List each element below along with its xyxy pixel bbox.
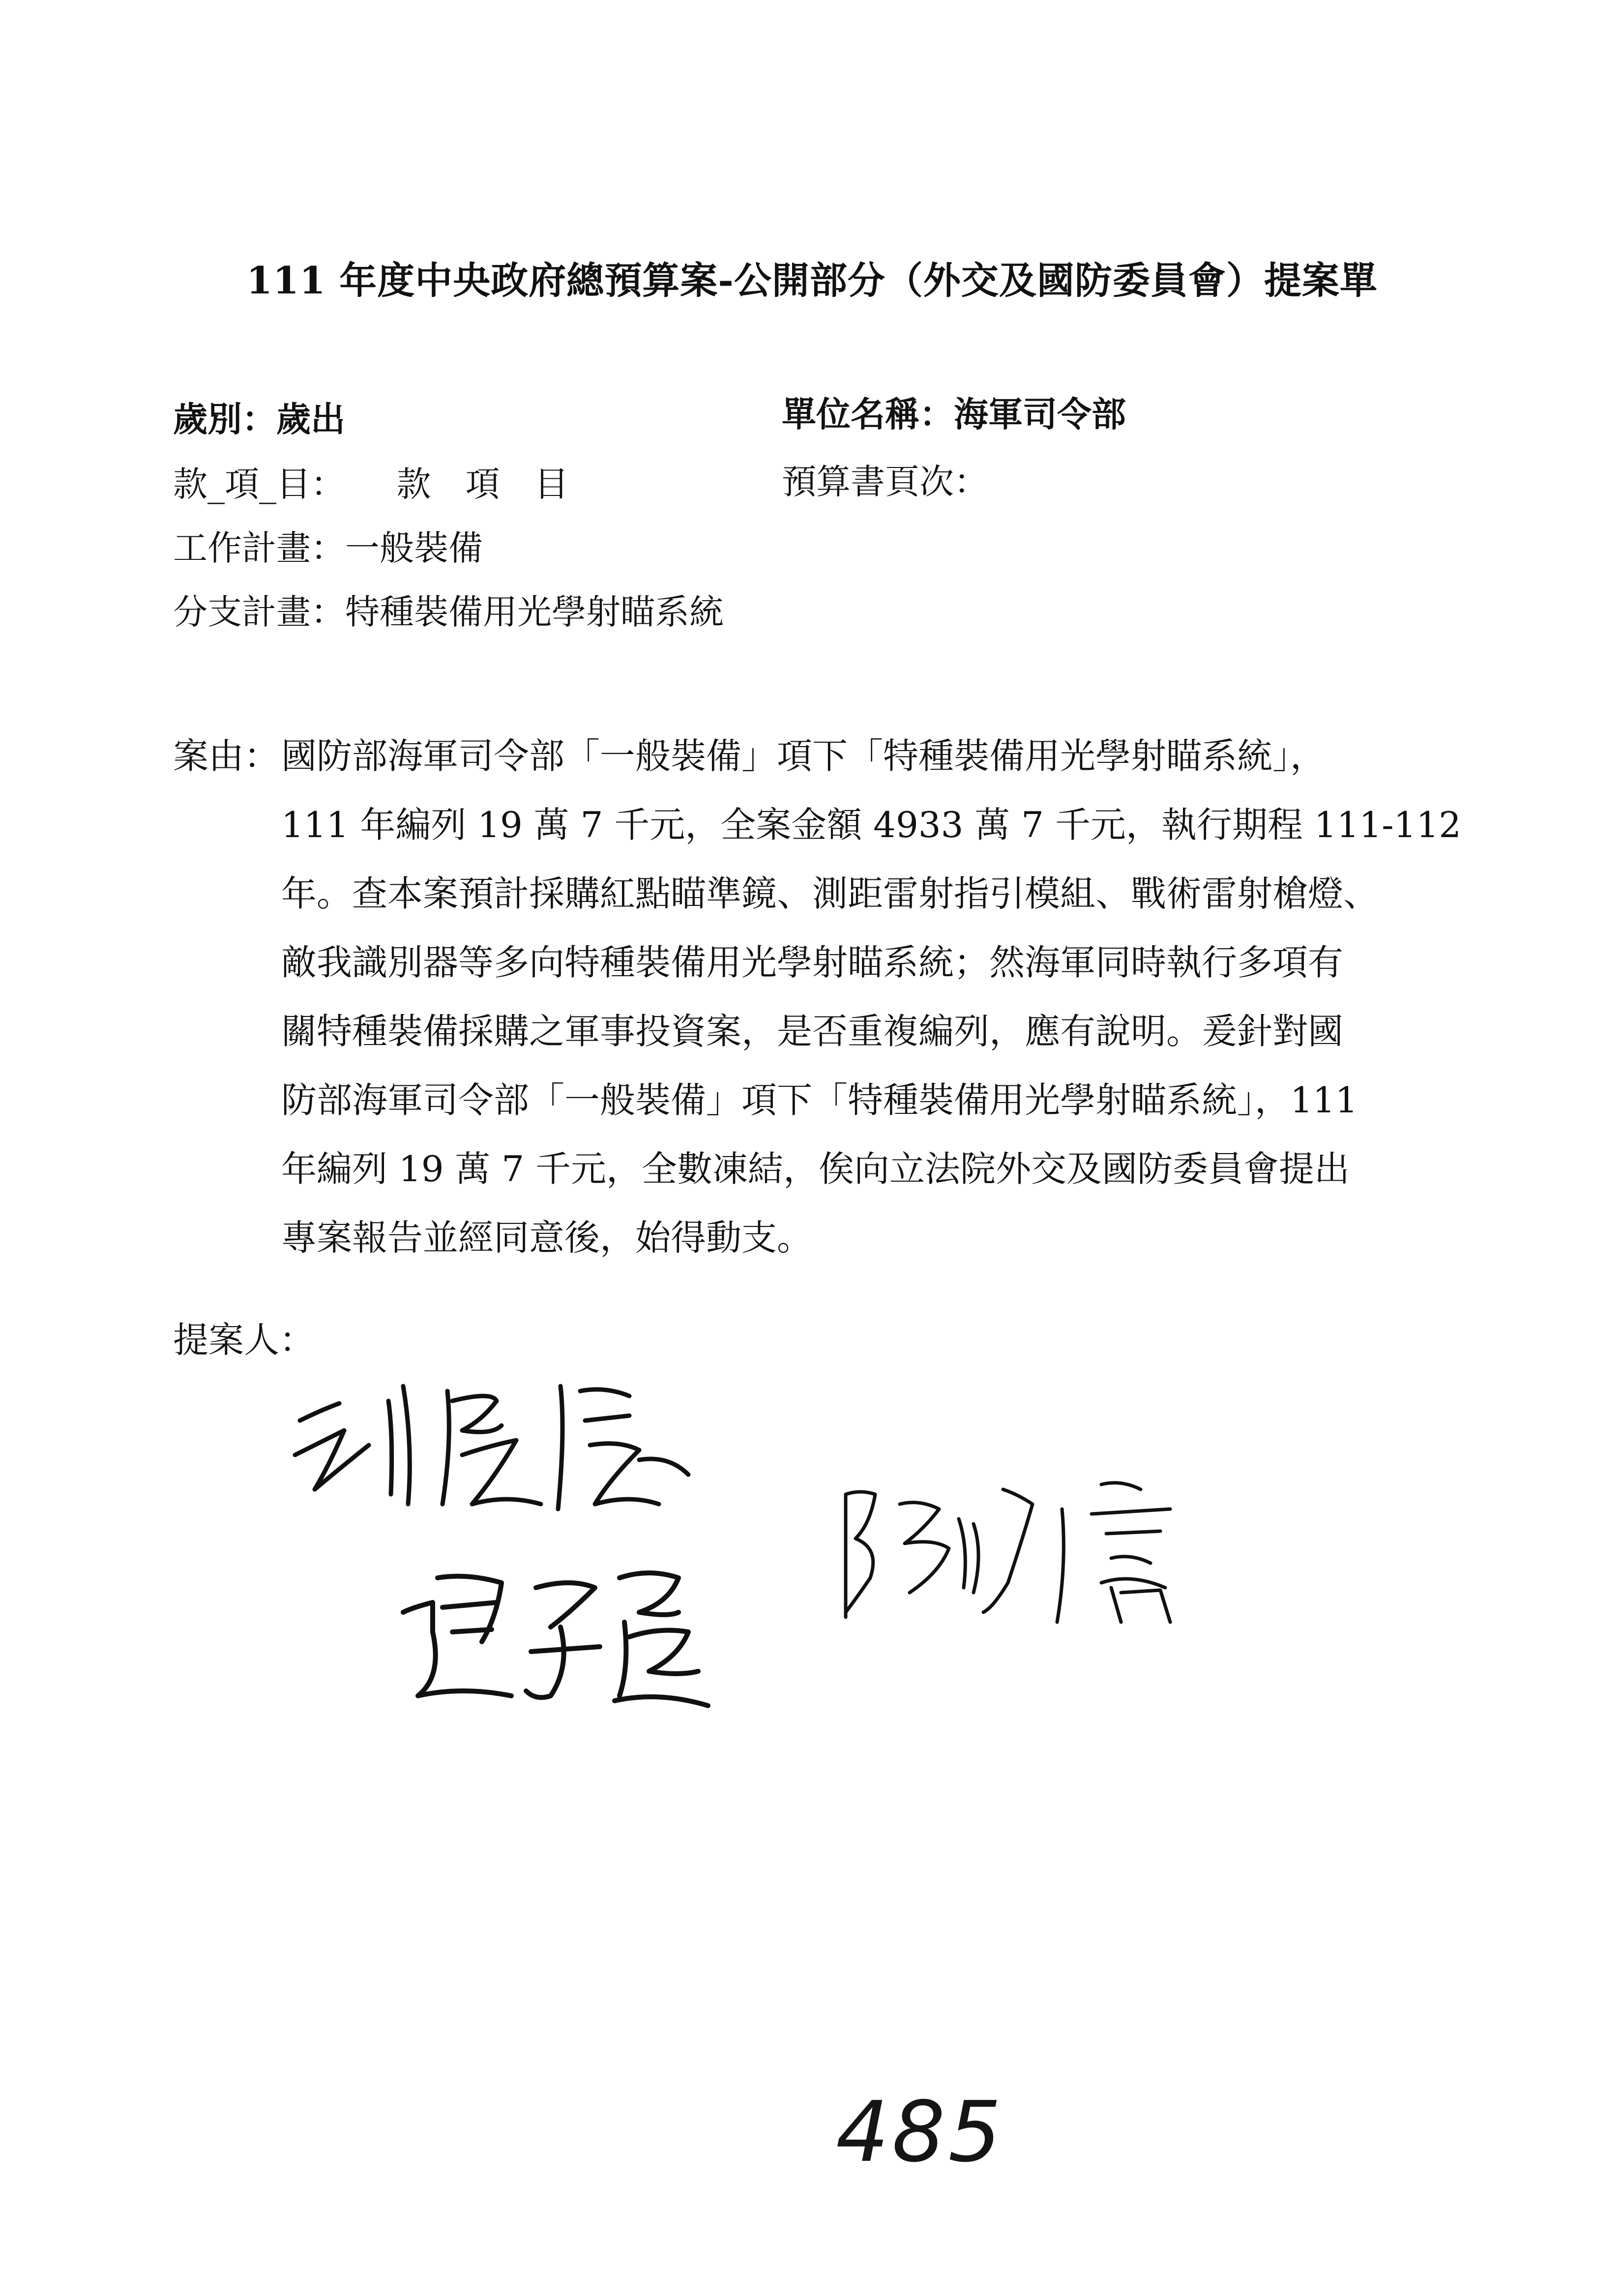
category-value: 歲出	[276, 399, 345, 439]
case-line: 111 年編列 19 萬 7 千元，全案金額 4933 萬 7 千元，執行期程 111-112	[281, 804, 1461, 845]
page-field	[782, 462, 988, 502]
unit-value: 海軍司令部	[954, 394, 1126, 435]
sub-plan-label: 分支計畫：	[173, 592, 345, 632]
case-line: 年。查本案預計採購紅點瞄準鏡、測距雷射指引模組、戰術雷射槍燈、	[281, 873, 1379, 914]
case-label: 案由：	[173, 735, 280, 777]
work-plan-field	[173, 528, 483, 568]
unit-field	[782, 394, 1126, 435]
case-line: 關特種裝備採購之軍事投資案，是否重複編列，應有說明。爰針對國	[281, 1011, 1344, 1052]
sub-plan-field	[173, 592, 724, 632]
page-label: 預算書頁次：	[782, 462, 988, 502]
document-title: 111 年度中央政府總預算案-公開部分（外交及國防委員會）提案單	[246, 259, 1378, 302]
sub-plan-value: 特種裝備用光學射瞄系統	[345, 592, 724, 632]
signature-2	[826, 1465, 1200, 1627]
case-line: 敵我識別器等多向特種裝備用光學射瞄系統；然海軍同時執行多項有	[281, 942, 1344, 983]
unit-label: 單位名稱：	[782, 394, 954, 435]
item-value: 款 項 目	[396, 464, 569, 504]
case-line: 專案報告並經同意後，始得動支。	[281, 1217, 813, 1258]
page-number	[836, 2079, 1004, 2182]
signature-3	[384, 1548, 728, 1720]
case-line: 國防部海軍司令部「一般裝備」項下「特種裝備用光學射瞄系統」，	[281, 735, 1326, 777]
case-line: 年編列 19 萬 7 千元，全數凍結，俟向立法院外交及國防委員會提出	[281, 1148, 1350, 1190]
item-field	[173, 464, 569, 504]
item-label: 款_項_目：	[173, 464, 345, 504]
proposer-label: 提案人：	[173, 1319, 315, 1361]
signature-1	[285, 1357, 728, 1543]
work-plan-value: 一般裝備	[345, 528, 483, 568]
work-plan-label: 工作計畫：	[173, 528, 345, 568]
category-label: 歲別：	[173, 399, 276, 439]
page-number-text: 485	[836, 2084, 1004, 2181]
case-line: 防部海軍司令部「一般裝備」項下「特種裝備用光學射瞄系統」，111	[281, 1079, 1358, 1121]
category-field	[173, 399, 345, 439]
